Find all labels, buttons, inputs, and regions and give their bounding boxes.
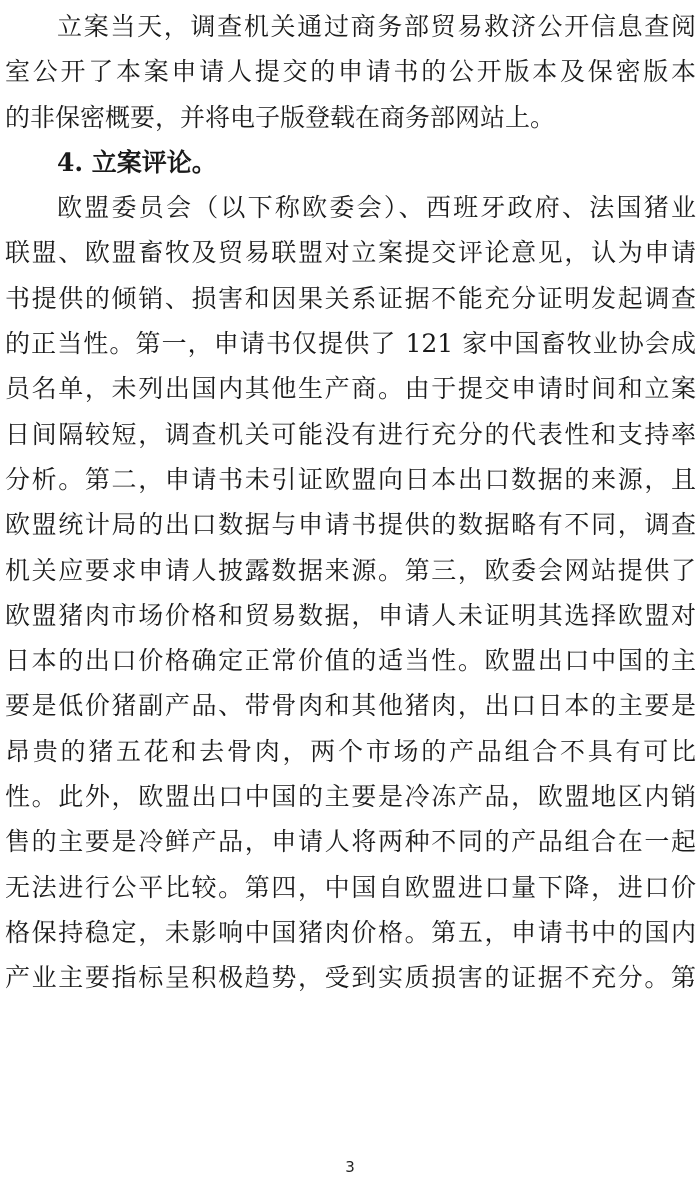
text-line: 员名单，未列出国内其他生产商。由于提交申请时间和立案 xyxy=(5,374,696,404)
section-heading: 4. 立案评论。 xyxy=(57,147,217,177)
text-line: 的非保密概要，并将电子版登载在商务部网站上。 xyxy=(5,102,556,132)
text-line: 无法进行公平比较。第四，中国自欧盟进口量下降，进口价 xyxy=(5,872,696,902)
text-line: 格保持稳定，未影响中国猪肉价格。第五，申请书中的国内 xyxy=(5,917,696,947)
text-line: 日本的出口价格确定正常价值的适当性。欧盟出口中国的主 xyxy=(5,646,696,676)
text-line: 室公开了本案申请人提交的申请书的公开版本及保密版本 xyxy=(5,57,696,87)
text-line: 分析。第二，申请书未引证欧盟向日本出口数据的来源，且 xyxy=(5,464,696,494)
text-line: 性。此外，欧盟出口中国的主要是冷冻产品，欧盟地区内销 xyxy=(5,782,696,812)
text-line: 售的主要是冷鲜产品，申请人将两种不同的产品组合在一起 xyxy=(5,827,696,857)
text-line: 的正当性。第一，申请书仅提供了 121 家中国畜牧业协会成 xyxy=(5,329,696,359)
text-line: 欧盟猪肉市场价格和贸易数据，申请人未证明其选择欧盟对 xyxy=(5,600,696,630)
text-line: 联盟、欧盟畜牧及贸易联盟对立案提交评论意见，认为申请 xyxy=(5,238,696,268)
text-line: 昂贵的猪五花和去骨肉，两个市场的产品组合不具有可比 xyxy=(5,736,696,766)
text-line: 欧盟统计局的出口数据与申请书提供的数据略有不同，调查 xyxy=(5,510,696,540)
text-line: 机关应要求申请人披露数据来源。第三，欧委会网站提供了 xyxy=(5,555,696,585)
page-number: 3 xyxy=(345,1158,355,1176)
text-line: 日间隔较短，调查机关可能没有进行充分的代表性和支持率 xyxy=(5,419,696,449)
text-line: 要是低价猪副产品、带骨肉和其他猪肉，出口日本的主要是 xyxy=(5,691,696,721)
text-line: 书提供的倾销、损害和因果关系证据不能充分证明发起调查 xyxy=(5,283,696,313)
text-line: 立案当天，调查机关通过商务部贸易救济公开信息查阅 xyxy=(57,12,696,41)
text-line: 欧盟委员会（以下称欧委会）、西班牙政府、法国猪业 xyxy=(57,193,696,223)
text-line: 产业主要指标呈积极趋势，受到实质损害的证据不充分。第 xyxy=(5,963,696,993)
document-body xyxy=(0,4,700,1001)
